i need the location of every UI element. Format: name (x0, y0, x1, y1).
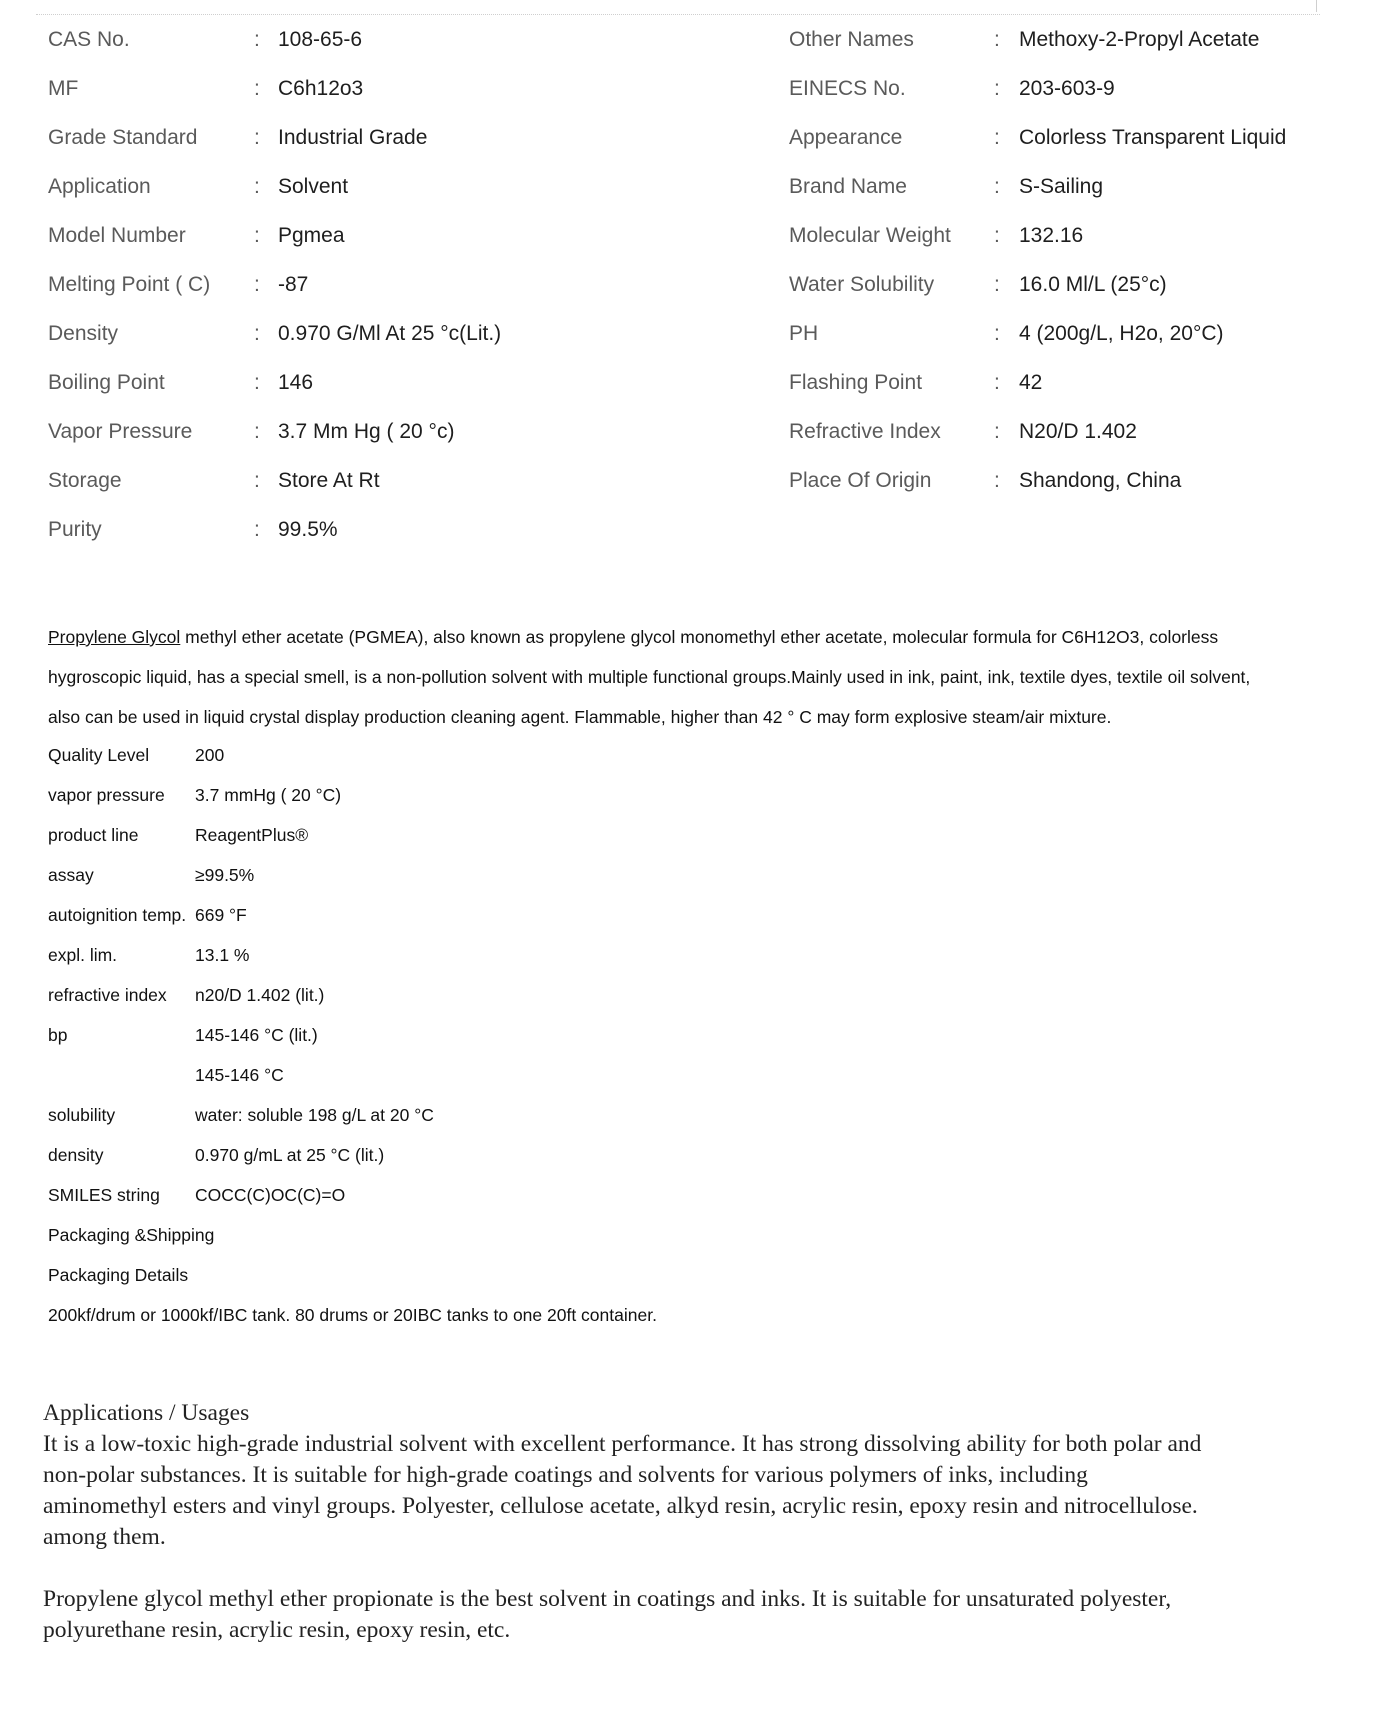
spec-label: PH (789, 322, 819, 345)
spec-label: Flashing Point (789, 371, 923, 394)
spec-table (48, 18, 1348, 548)
property-key: product line (48, 825, 139, 845)
spec-label: Grade Standard (48, 126, 198, 149)
packaging-details: 200kf/drum or 1000kf/IBC tank. 80 drums or 20IBC tanks to one 20ft container. (48, 1305, 657, 1325)
spec-value: 99.5% (278, 518, 338, 541)
spec-colon: : (254, 273, 260, 296)
spec-value: 108-65-6 (278, 28, 363, 51)
spec-label: Appearance (789, 126, 903, 149)
usage-line: among them. (43, 1524, 166, 1550)
usage-line: polyurethane resin, acrylic resin, epoxy resin, etc. (43, 1617, 511, 1643)
property-key: expl. lim. (48, 945, 118, 965)
spec-label: Model Number (48, 224, 186, 247)
property-value: 3.7 mmHg ( 20 °C) (195, 785, 342, 805)
spec-colon: : (994, 126, 1000, 149)
spec-colon: : (994, 224, 1000, 247)
property-key: bp (48, 1025, 68, 1045)
packaging-heading: Packaging &Shipping (48, 1225, 215, 1245)
spec-colon: : (994, 77, 1000, 100)
spec-colon: : (254, 77, 260, 100)
spec-label: Place Of Origin (789, 469, 932, 492)
top-divider (36, 14, 1320, 15)
packaging-subheading: Packaging Details (48, 1265, 189, 1285)
property-key: assay (48, 865, 94, 885)
spec-colon: : (994, 175, 1000, 198)
spec-colon: : (254, 469, 260, 492)
spec-label: Application (48, 175, 151, 198)
property-value: 13.1 % (195, 945, 250, 965)
spec-colon: : (254, 371, 260, 394)
spec-label: Water Solubility (789, 273, 935, 296)
property-value: water: soluble 198 g/L at 20 °C (195, 1105, 434, 1125)
spec-colon: : (254, 28, 260, 51)
property-value: ReagentPlus® (195, 825, 309, 845)
spec-label: Purity (48, 518, 102, 541)
spec-colon: : (254, 224, 260, 247)
spec-colon: : (254, 126, 260, 149)
property-value: 669 °F (195, 905, 247, 925)
property-value: 145-146 °C (195, 1065, 284, 1085)
spec-value: Store At Rt (278, 469, 380, 492)
usage-line: non-polar substances. It is suitable for high-grade coatings and solvents for various polymers of inks, including (43, 1462, 1088, 1488)
spec-value: Solvent (278, 175, 349, 198)
spec-colon: : (254, 420, 260, 443)
spec-label: Storage (48, 469, 122, 492)
spec-value: C6h12o3 (278, 77, 364, 100)
description-line: hygroscopic liquid, has a special smell, is a non-pollution solvent with multiple functional groups.Mainly used in ink, paint, ink, textile dyes, textile oil solvent, (48, 667, 1251, 687)
spec-colon: : (994, 371, 1000, 394)
property-key: autoignition temp. (48, 905, 187, 925)
usage-line: Propylene glycol methyl ether propionate is the best solvent in coatings and inks. It is suitable for unsaturated polyester, (43, 1586, 1172, 1612)
property-value: 145-146 °C (lit.) (195, 1025, 318, 1045)
spec-colon: : (254, 322, 260, 345)
spec-colon: : (994, 322, 1000, 345)
description-text: methyl ether acetate (PGMEA), also known as propylene glycol monomethyl ether acetate, molecular formula for C6H12O3, colorless (180, 627, 1219, 647)
property-key: Quality Level (48, 745, 150, 765)
spec-value: Shandong, China (1019, 469, 1182, 492)
top-divider-tick (1316, 0, 1317, 12)
spec-value: 203-603-9 (1019, 77, 1115, 100)
property-key: refractive index (48, 985, 167, 1005)
spec-value: Methoxy-2-Propyl Acetate (1019, 28, 1260, 51)
usage-line: It is a low-toxic high-grade industrial solvent with excellent performance. It has strong dissolving ability for both polar and (43, 1431, 1202, 1457)
spec-label: CAS No. (48, 28, 130, 51)
spec-value: Pgmea (278, 224, 345, 247)
spec-colon: : (254, 175, 260, 198)
property-key: density (48, 1145, 104, 1165)
property-value: ≥99.5% (195, 865, 255, 885)
usage-line: aminomethyl esters and vinyl groups. Polyester, cellulose acetate, alkyd resin, acrylic resin, epoxy resin and nitrocellulose. (43, 1493, 1198, 1519)
spec-colon: : (994, 28, 1000, 51)
property-key: solubility (48, 1105, 116, 1125)
spec-colon: : (254, 518, 260, 541)
description-line (48, 622, 1218, 652)
spec-label: Melting Point ( C) (48, 273, 211, 296)
spec-colon: : (994, 273, 1000, 296)
spec-label: Other Names (789, 28, 914, 51)
property-value: n20/D 1.402 (lit.) (195, 985, 325, 1005)
spec-label: Refractive Index (789, 420, 941, 443)
propylene-glycol-link[interactable]: Propylene Glycol (48, 627, 181, 647)
spec-value: N20/D 1.402 (1019, 420, 1137, 443)
spec-label: MF (48, 77, 79, 100)
applications-heading: Applications / Usages (43, 1400, 250, 1426)
property-value: 0.970 g/mL at 25 °C (lit.) (195, 1145, 385, 1165)
spec-value: 16.0 Ml/L (25°c) (1019, 273, 1167, 296)
spec-colon: : (994, 420, 1000, 443)
property-key: SMILES string (48, 1185, 160, 1205)
spec-value: 3.7 Mm Hg ( 20 °c) (278, 420, 455, 443)
spec-label: EINECS No. (789, 77, 906, 100)
spec-label: Density (48, 322, 119, 345)
spec-label: Brand Name (789, 175, 907, 198)
spec-label: Vapor Pressure (48, 420, 193, 443)
spec-value: Colorless Transparent Liquid (1019, 126, 1287, 149)
spec-value: 146 (278, 371, 314, 394)
property-value: COCC(C)OC(C)=O (195, 1185, 346, 1205)
spec-value: 42 (1019, 371, 1043, 394)
spec-label: Boiling Point (48, 371, 165, 394)
property-value: 200 (195, 745, 225, 765)
spec-value: 0.970 G/Ml At 25 °c(Lit.) (278, 322, 502, 345)
spec-value: -87 (278, 273, 309, 296)
spec-value: 132.16 (1019, 224, 1084, 247)
spec-value: Industrial Grade (278, 126, 428, 149)
spec-value: S-Sailing (1019, 175, 1104, 198)
description-line: also can be used in liquid crystal display production cleaning agent. Flammable, higher than 42 ° C may form explosive steam/air mixture. (48, 707, 1112, 727)
property-key: vapor pressure (48, 785, 165, 805)
spec-value: 4 (200g/L, H2o, 20°C) (1019, 322, 1224, 345)
spec-label: Molecular Weight (789, 224, 951, 247)
spec-colon: : (994, 469, 1000, 492)
